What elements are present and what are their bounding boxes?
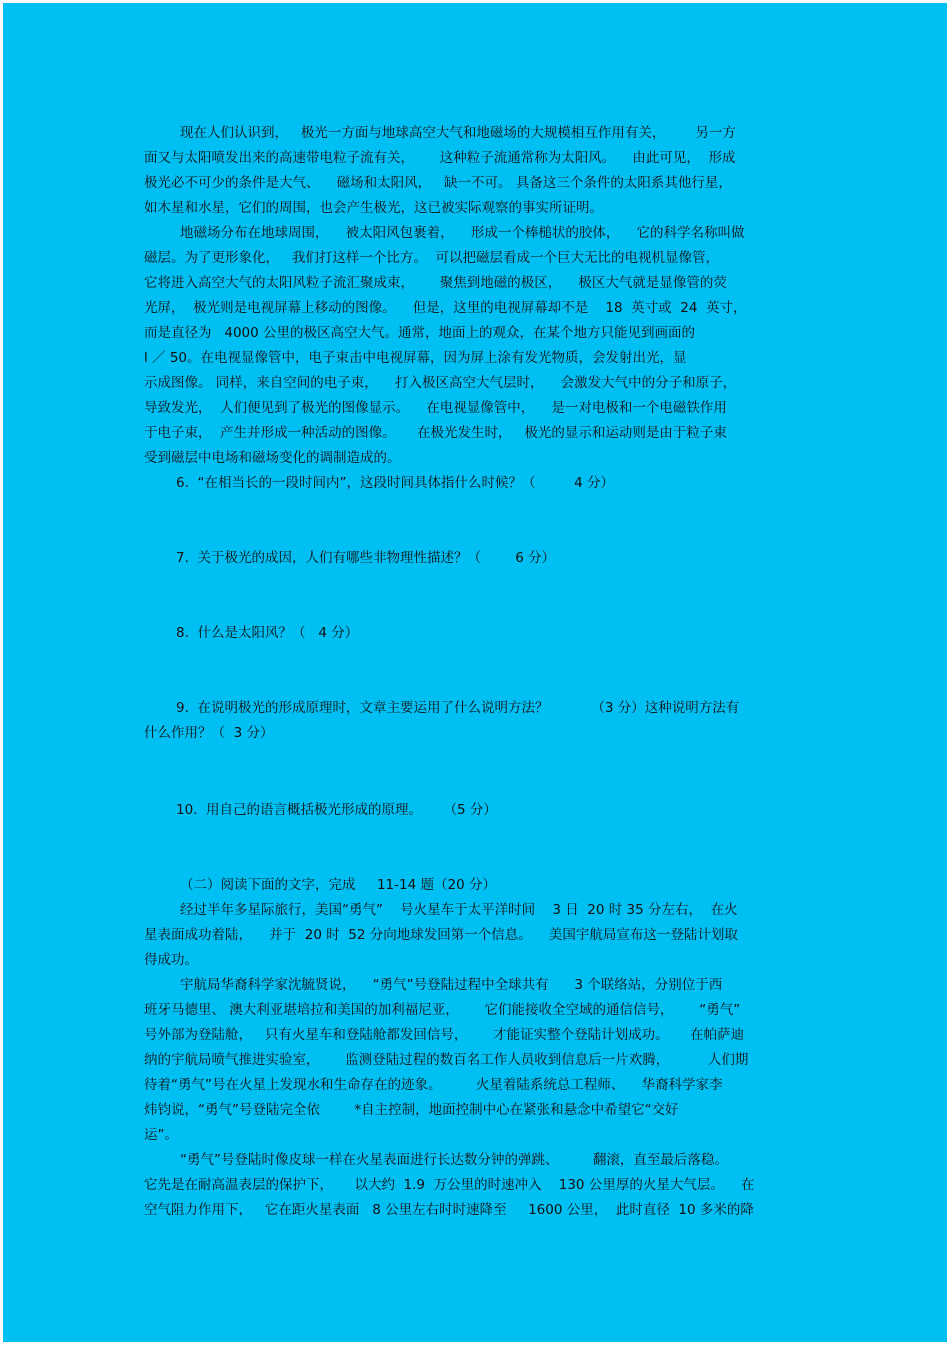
text-line: 经过半年多星际旅行，美国“勇气” 号火星车于太平洋时间 3 日 20 时 35 分左右， 在火	[180, 902, 738, 918]
answer-space[interactable]	[144, 571, 814, 621]
text-line: 运”。	[144, 1127, 178, 1143]
text-line: 面又与太阳喷发出来的高速带电粒子流有关， 这种粒子流通常称为太阳风。 由此可见， 形成	[144, 150, 736, 166]
text-line: 导致发光， 人们便见到了极光的图像显示。 在电视显像管中， 是一对电极和一个电磁铁作用	[144, 400, 727, 416]
text-line: 待着“勇气”号在火星上发现水和生命存在的迹象。 火星着陆系统总工程师、 华裔科学家李	[144, 1077, 723, 1093]
question-text: 6. “在相当长的一段时间内”，这段时间具体指什么时候？（ 4 分）	[176, 475, 614, 491]
answer-space[interactable]	[144, 746, 814, 798]
answer-space[interactable]	[144, 496, 814, 546]
text-line: 班牙马德里、 澳大利亚堪培拉和美国的加利福尼亚， 它们能接收全空域的通信信号， “勇气”	[144, 1002, 741, 1018]
question-9	[144, 696, 814, 746]
text-line: 如木星和水星，它们的周围，也会产生极光，这已被实际观察的事实所证明。	[144, 200, 603, 216]
question-text: 10. 用自己的语言概括极光形成的原理。 （5 分）	[176, 802, 497, 818]
document-body	[144, 121, 814, 1223]
text-line: 星表面成功着陆， 并于 20 时 52 分向地球发回第一个信息。 美国宇航局宣布这一登陆计划取	[144, 927, 738, 943]
text-line: 磁层。为了更形象化， 我们打这样一个比方。 可以把磁层看成一个巨大无比的电视机显像管，	[144, 250, 719, 266]
question-text: 什么作用？（ 3 分）	[144, 725, 274, 741]
passage-aurora	[144, 121, 814, 471]
text-line: “勇气”号登陆时像皮球一样在火星表面进行长达数分钟的弹跳、 翻滚，直至最后落稳。	[180, 1152, 728, 1168]
text-line: 示成图像。 同样，来自空间的电子束， 打入极区高空大气层时， 会激发大气中的分子和原子，	[144, 375, 737, 391]
section-2	[144, 873, 814, 1223]
question-text: 8. 什么是太阳风？（ 4 分）	[176, 625, 359, 641]
text-line: 纳的宇航局喷气推进实验室， 监测登陆过程的数百名工作人员收到信息后一片欢腾， 人们期	[144, 1052, 749, 1068]
text-line: 号外部为登陆舱， 只有火星车和登陆舱都发回信号， 才能证实整个登陆计划成功。 在帕萨迪	[144, 1027, 745, 1043]
text-line: 现在人们认识到， 极光一方面与地球高空大气和地磁场的大规模相互作用有关， 另一方	[180, 125, 736, 141]
text-line: 地磁场分布在地球周围， 被太阳风包裹着， 形成一个棒槌状的胶体， 它的科学名称叫做	[180, 225, 745, 241]
document-page	[3, 3, 947, 1342]
question-text: 7. 关于极光的成因，人们有哪些非物理性描述？（ 6 分）	[176, 550, 556, 566]
question-text: 9. 在说明极光的形成原理时，文章主要运用了什么说明方法？ （3 分）这种说明方法有	[176, 700, 740, 716]
text-line: 受到磁层中电场和磁场变化的调制造成的。	[144, 450, 401, 466]
text-line: l ／ 50。在电视显像管中，电子束击中电视屏幕，因为屏上涂有发光物质，会发射出光，显	[144, 350, 687, 366]
text-line: 而是直径为 4000 公里的极区高空大气。通常，地面上的观众，在某个地方只能见到画面的	[144, 325, 696, 341]
text-line: 空气阻力作用下， 它在距火星表面 8 公里左右时时速降至 1600 公里， 此时直径 10 多米的降	[144, 1202, 754, 1218]
text-line: 它将进入高空大气的太阳风粒子流汇聚成束， 聚焦到地磁的极区， 极区大气就是显像管的荧	[144, 275, 727, 291]
answer-space[interactable]	[144, 646, 814, 696]
question-6	[144, 471, 814, 496]
text-line: 于电子束， 产生并形成一种活动的图像。 在极光发生时， 极光的显示和运动则是由于粒子束	[144, 425, 727, 441]
question-8	[144, 621, 814, 646]
text-line: 炜钧说，“勇气”号登陆完全依 *自主控制，地面控制中心在紧张和悬念中希望它“交好	[144, 1102, 679, 1118]
text-line: 极光必不可少的条件是大气、 磁场和太阳风， 缺一不可。 具备这三个条件的太阳系其他行星，	[144, 175, 732, 191]
text-line: 宇航局华裔科学家沈毓贤说， “勇气”号登陆过程中全球共有 3 个联络站，分别位于西	[180, 977, 723, 993]
text-line: 光屏， 极光则是电视屏幕上移动的图像。 但是，这里的电视屏幕却不是 18 英寸或 24 英寸，	[144, 300, 747, 316]
answer-space[interactable]	[144, 823, 814, 873]
section-heading: （二）阅读下面的文字，完成 11-14 题（20 分）	[180, 877, 496, 893]
question-7	[144, 546, 814, 571]
text-line: 它先是在耐高温表层的保护下， 以大约 1.9 万公里的时速冲入 130 公里厚的火星大气层。 在	[144, 1177, 755, 1193]
question-10	[144, 798, 814, 823]
text-line: 得成功。	[144, 952, 198, 968]
